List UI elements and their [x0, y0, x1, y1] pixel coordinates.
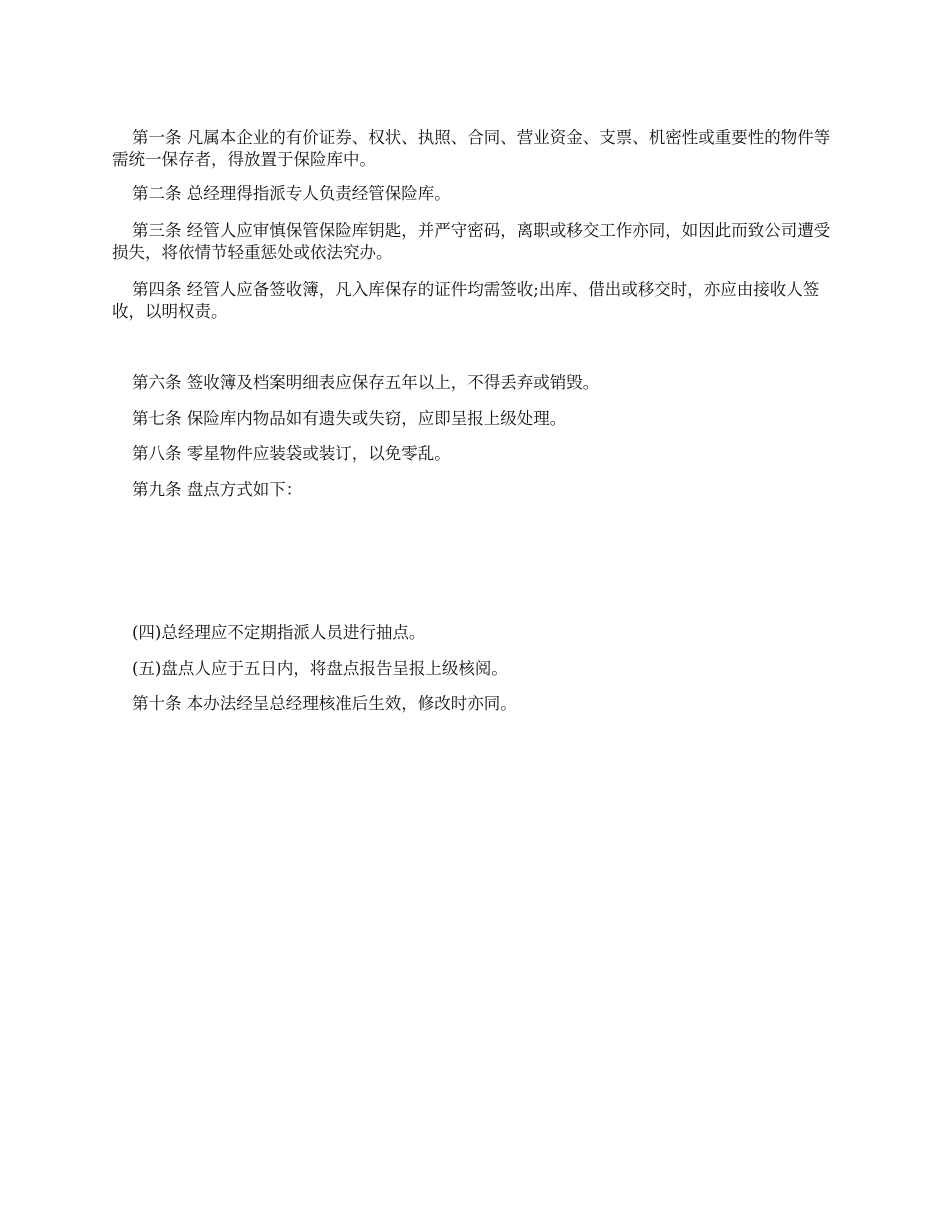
article-1: 第一条 凡属本企业的有价证券、权状、执照、合同、营业资金、支票、机密性或重要性的物件等需统一保存者，得放置于保险库中。 — [112, 128, 831, 169]
article-7: 第七条 保险库内物品如有遗失或失窃，应即呈报上级处理。 — [132, 409, 567, 428]
article-3: 第三条 经管人应审慎保管保险库钥匙，并严守密码，离职或移交工作亦同，如因此而致公司遭受损失，将依情节轻重惩处或依法究办。 — [112, 221, 831, 262]
article-10: 第十条 本办法经呈总经理核准后生效，修改时亦同。 — [132, 694, 517, 713]
article-9: 第九条 盘点方式如下： — [132, 480, 303, 499]
inventory-item-5: (五)盘点人应于五日内，将盘点报告呈报上级核阅。 — [132, 659, 508, 678]
article-4: 第四条 经管人应备签收簿，凡入库保存的证件均需签收;出库、借出或移交时，亦应由接收人签收，以明权责。 — [112, 280, 820, 321]
article-8: 第八条 零星物件应装袋或装订，以免零乱。 — [132, 444, 451, 463]
article-6: 第六条 签收簿及档案明细表应保存五年以上，不得丢弃或销毁。 — [132, 373, 600, 392]
inventory-item-4: (四)总经理应不定期指派人员进行抽点。 — [132, 623, 426, 642]
article-2: 第二条 总经理得指派专人负责经管保险库。 — [132, 184, 451, 203]
